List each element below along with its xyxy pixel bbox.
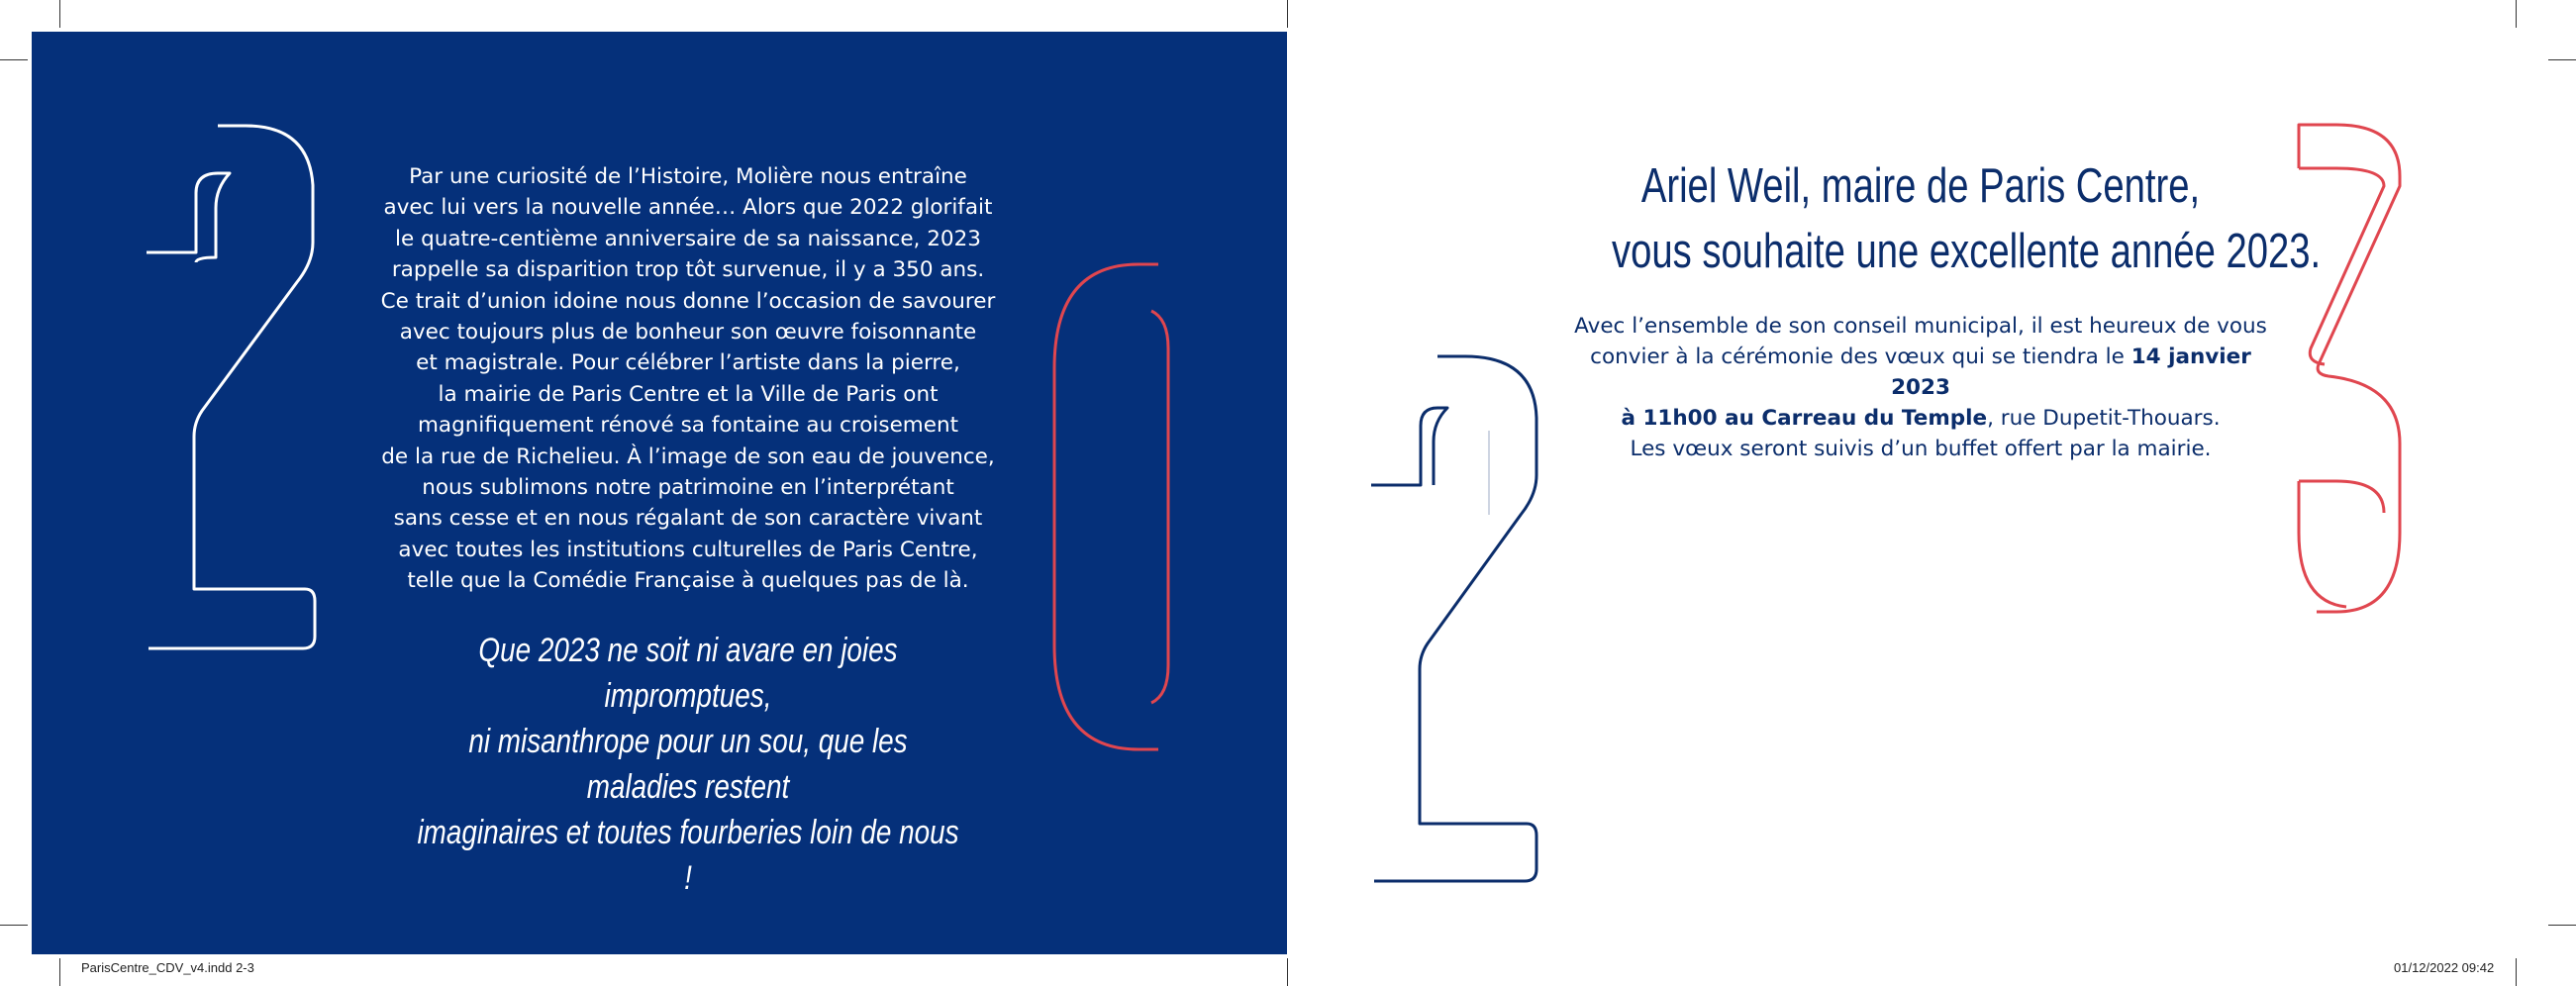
intro-line: Ce trait d’union idoine nous donne l’occasion de savourer	[380, 288, 996, 314]
crop-mark	[2548, 925, 2576, 926]
numeral-two-outline-navy	[1366, 346, 1564, 891]
intro-line: rappelle sa disparition trop tôt survenue, il y a 350 ans.	[391, 257, 985, 283]
title-line: Ariel Weil, maire de Paris Centre,	[1640, 159, 2201, 213]
intro-line: et magistrale. Pour célébrer l’artiste dans la pierre,	[416, 350, 960, 376]
intro-line: de la rue de Richelieu. À l’image de son eau de jouvence,	[381, 444, 995, 469]
numeral-two-outline-white	[139, 114, 347, 668]
invitation-paragraph	[1564, 311, 2277, 464]
intro-line: avec toujours plus de bonheur son œuvre foisonnante	[399, 320, 977, 345]
numeral-zero-outline-red	[1044, 259, 1173, 754]
crop-mark	[1287, 0, 1288, 28]
intro-line: sans cesse et en nous régalant de son caractère vivant	[393, 506, 983, 532]
crop-mark	[0, 59, 28, 60]
crop-mark	[59, 958, 60, 986]
crop-mark	[1287, 958, 1288, 986]
numeral-three-outline-red	[2277, 117, 2416, 622]
wish-quote	[416, 628, 959, 901]
quote-line: imaginaires et toutes fourberies loin de nous !	[417, 814, 959, 897]
intro-line: avec lui vers la nouvelle année… Alors que 2022 glorifait	[383, 195, 993, 221]
invitation-line: Avec l’ensemble de son conseil municipal, il est heureux de vous	[1574, 314, 2267, 339]
crop-mark	[2516, 958, 2517, 986]
invitation-line	[1564, 403, 2277, 434]
intro-line: la mairie de Paris Centre et la Ville de Paris ont	[438, 381, 939, 407]
file-slug: ParisCentre_CDV_v4.indd 2-3	[81, 960, 254, 975]
crop-mark	[0, 925, 28, 926]
invitation-line	[1564, 342, 2277, 403]
intro-line: Par une curiosité de l’Histoire, Molière nous entraîne	[409, 164, 967, 189]
intro-line: telle que la Comédie Française à quelques pas de là.	[407, 568, 969, 594]
crop-mark	[2548, 59, 2576, 60]
event-street: , rue Dupetit-Thouars.	[1987, 406, 2221, 431]
crop-mark	[2516, 0, 2517, 28]
crop-mark	[59, 0, 60, 28]
event-time-venue: à 11h00 au Carreau du Temple	[1621, 406, 1988, 431]
title-line: vous souhaite une excellente année 2023.	[1612, 225, 2322, 278]
greeting-title	[1612, 153, 2322, 284]
quote-line: Que 2023 ne soit ni avare en joies impromptues,	[478, 632, 898, 715]
intro-line: nous sublimons notre patrimoine en l’interprétant	[422, 475, 954, 501]
intro-line: avec toutes les institutions culturelles de Paris Centre,	[398, 537, 978, 562]
date-slug: 01/12/2022 09:42	[2394, 960, 2495, 975]
quote-line: ni misanthrope pour un sou, que les maladies restent	[468, 723, 908, 806]
intro-line: le quatre-centième anniversaire de sa naissance, 2023	[395, 226, 981, 251]
intro-paragraph	[366, 161, 1010, 597]
invitation-text: convier à la cérémonie des vœux qui se tiendra le	[1590, 345, 2131, 369]
invitation-line: Les vœux seront suivis d’un buffet offert par la mairie.	[1630, 437, 2212, 461]
event-date: 14 janvier 2023	[1891, 345, 2251, 400]
intro-line: magnifiquement rénové sa fontaine au croisement	[417, 413, 959, 439]
